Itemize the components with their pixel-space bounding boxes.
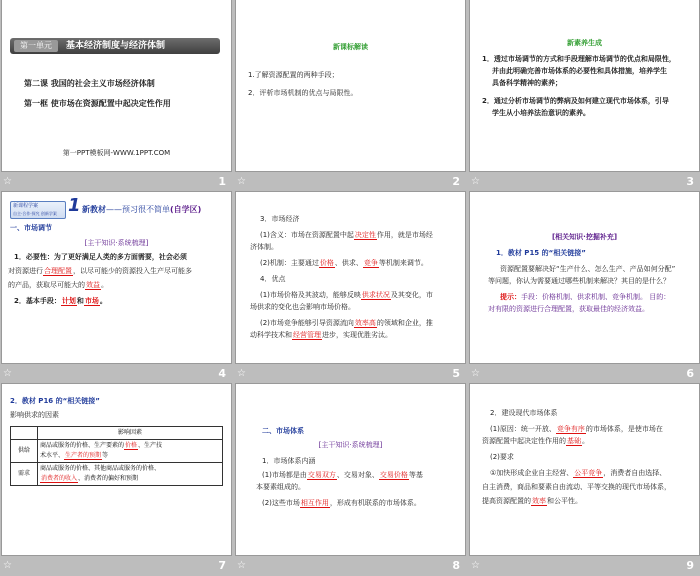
paragraph-line: 学生从小培养法治意识的素养。 xyxy=(492,109,590,117)
slide-thumbnail-5[interactable] xyxy=(234,192,466,384)
slide-thumbnail-2[interactable] xyxy=(234,0,466,192)
slide-footer xyxy=(0,364,232,384)
list-item: 2．评析市场机制的优点与局限性。 xyxy=(248,89,358,97)
answer-blank: 计划 xyxy=(61,297,76,305)
slide-footer xyxy=(468,556,700,576)
text-line: 1．必要性：为了更好满足人类的多方面需要，社会必须 xyxy=(14,253,187,261)
text-line: 场供求的变化也会影响市场价格。 xyxy=(250,303,355,311)
slide-number: 8 xyxy=(452,559,460,572)
text-line: 4．优点 xyxy=(260,275,286,283)
text-line: (2)这些市场相互作用，形成有机联系的市场体系。 xyxy=(262,499,421,507)
star-icon[interactable]: ☆ xyxy=(3,176,12,187)
star-icon[interactable]: ☆ xyxy=(237,176,246,187)
answer-blank: 公平竞争 xyxy=(574,469,603,477)
slide-footer xyxy=(0,172,232,192)
hint-label: 提示： xyxy=(500,293,521,301)
text-line: 资源配置中起决定性作用的基础。 xyxy=(482,437,589,445)
text-line: 本要素组成的。 xyxy=(256,483,305,491)
slide-thumbnail-1[interactable] xyxy=(0,0,232,192)
text-line: (2)机制：主要通过价格、供求、竞争等机制来调节。 xyxy=(260,259,428,267)
slide-number: 4 xyxy=(218,367,226,380)
title-main: 新教材 xyxy=(82,205,106,214)
answer-blank: 供求状况 xyxy=(361,291,390,299)
answer-blank: 效率高 xyxy=(354,319,376,327)
answer-blank: 经营管理 xyxy=(293,331,321,339)
text-line: (1)含义：市场在资源配置中起决定性作用，就是市场经 xyxy=(260,231,433,239)
star-icon[interactable]: ☆ xyxy=(237,560,246,571)
table-header: 影响因素 xyxy=(38,427,223,440)
course-badge xyxy=(10,201,66,219)
section-title xyxy=(82,204,201,215)
text-line: 2．基本手段：计划和市场。 xyxy=(14,297,107,305)
slide-1[interactable] xyxy=(2,0,231,171)
row-label: 需求 xyxy=(11,463,38,486)
star-icon[interactable]: ☆ xyxy=(471,560,480,571)
slide-footer xyxy=(234,172,466,192)
knowledge-banner: [主干知识·系统梳理] xyxy=(84,239,149,247)
text-line: 1．教材 P15 的“相关链接” xyxy=(496,249,586,257)
slide-heading: 2．教材 P16 的“相关链接” xyxy=(10,397,100,405)
paragraph-line: 1．透过市场调节的方式和手段理解市场调节的优点和局限性， xyxy=(482,55,676,63)
frame-title: 第一框 使市场在资源配置中起决定性作用 xyxy=(24,99,171,108)
slide-9[interactable] xyxy=(470,384,699,555)
title-tag: (自学区) xyxy=(170,205,202,214)
text-line: 自主消费，商品和要素自由流动、平等交换的现代市场体系， xyxy=(482,483,671,491)
table-cell: 商品或服务的价格、其他商品或服务的价格、 消费者的收入、消费者的偏好和预期 xyxy=(38,463,223,486)
slide-thumbnail-9[interactable] xyxy=(468,384,700,576)
slide-6[interactable] xyxy=(470,192,699,363)
unit-banner xyxy=(10,38,220,54)
answer-blank: 决定性 xyxy=(354,231,376,239)
slide-7[interactable] xyxy=(2,384,231,555)
answer-blank: 价格 xyxy=(319,259,334,267)
text-line: ①加快形成企业自主经营、公平竞争，消费者自由选择、 xyxy=(490,469,667,477)
lesson-title: 第二课 我国的社会主义市场经济体制 xyxy=(24,79,155,88)
list-item: 1.了解资源配置的两种手段； xyxy=(248,71,339,79)
star-icon[interactable]: ☆ xyxy=(471,368,480,379)
slide-number: 7 xyxy=(218,559,226,572)
text-line: 3．市场经济 xyxy=(260,215,300,223)
answer-blank: 效率 xyxy=(532,497,546,505)
text-line: 济体制。 xyxy=(250,243,278,251)
text-line: 提高资源配置的效率和公平性。 xyxy=(482,497,582,505)
slide-number: 3 xyxy=(686,175,694,188)
slide-number: 9 xyxy=(686,559,694,572)
knowledge-banner: [相关知识·挖掘补充] xyxy=(551,233,618,241)
table-cell: 商品或服务的价格、生产要素的价格、生产技 术水平、生产者的预期等 xyxy=(38,440,223,463)
slide-5[interactable] xyxy=(236,192,465,363)
answer-blank: 交易价格 xyxy=(379,471,408,479)
slide-thumbnail-8[interactable] xyxy=(234,384,466,576)
answer-blank: 交易双方 xyxy=(307,471,336,479)
text-line: 对有限的资源进行合理配置，获取最佳的经济效益。 xyxy=(488,305,649,313)
slide-heading: 新素养生成 xyxy=(567,39,602,47)
text-line: 提示：手段：价格机制、供求机制、竞争机制。 目的： xyxy=(500,293,671,301)
text-line: (2)市场竞争能够引导资源流向效率高的领域和企业，推 xyxy=(260,319,433,327)
text-line: (1)市场都是由交易双方、交易对象、交易价格等基 xyxy=(262,471,423,479)
answer-blank: 效益 xyxy=(86,281,100,289)
slide-4[interactable] xyxy=(2,192,231,363)
answer-blank: 相互作用 xyxy=(300,499,329,507)
text-line: (1)市场价格及其波动，能够反映供求状况及其变化，市 xyxy=(260,291,433,299)
text-line: 动科学技术和经营管理进步，实现优胜劣汰。 xyxy=(250,331,392,339)
text-line: 资源配置要解决好“生产什么、怎么生产、产品如何分配” xyxy=(500,265,676,273)
text-line: 等问题，你认为需要通过哪些机制来解决？其目的是什么？ xyxy=(488,277,670,285)
badge-title: 新课程学案 xyxy=(13,203,39,209)
star-icon[interactable]: ☆ xyxy=(471,176,480,187)
slide-thumbnail-3[interactable] xyxy=(468,0,700,192)
slide-number: 2 xyxy=(452,175,460,188)
slide-number: 1 xyxy=(218,175,226,188)
section-heading: 一、市场调节 xyxy=(10,224,52,232)
slide-footer xyxy=(234,556,466,576)
answer-blank: 竞争 xyxy=(363,259,378,267)
slide-footer xyxy=(234,364,466,384)
watermark-text: 第一PPT模板网-WWW.1PPT.COM xyxy=(62,149,171,157)
answer-blank: 竞争有序 xyxy=(556,425,585,433)
unit-title: 基本经济制度与经济体制 xyxy=(66,41,166,51)
slide-number: 6 xyxy=(686,367,694,380)
table-caption: 影响供求的因素 xyxy=(10,411,59,419)
answer-blank: 合理配置 xyxy=(44,267,72,275)
text-line: 2．建设现代市场体系 xyxy=(490,409,558,417)
answer-blank: 消费者的收入 xyxy=(41,475,78,482)
slide-footer xyxy=(468,172,700,192)
star-icon[interactable]: ☆ xyxy=(237,368,246,379)
table-row xyxy=(11,463,223,486)
slide-thumbnail-4[interactable] xyxy=(0,192,232,384)
paragraph-line: 具备科学精神的素养； xyxy=(492,79,562,87)
section-heading: 二、市场体系 xyxy=(262,427,304,435)
answer-blank: 生产者的预期 xyxy=(65,452,102,459)
table-row xyxy=(11,440,223,463)
star-icon[interactable]: ☆ xyxy=(3,368,12,379)
slide-2[interactable] xyxy=(236,0,465,171)
text-line: (2)要求 xyxy=(490,453,514,461)
paragraph-line: 并由此明确完善市场体系的必要性和具体措施，培养学生 xyxy=(492,67,667,75)
slide-footer xyxy=(0,556,232,576)
row-label: 供给 xyxy=(11,440,38,463)
slide-thumbnail-6[interactable] xyxy=(468,192,700,384)
text-line: 1．市场体系内涵 xyxy=(262,457,316,465)
answer-blank: 价格 xyxy=(125,442,138,449)
factors-table xyxy=(10,426,223,486)
table-row xyxy=(11,427,223,440)
text-line: 对资源进行合理配置，以尽可能少的资源投入生产尽可能多 xyxy=(8,267,192,275)
unit-label: 第一单元 xyxy=(14,40,58,52)
paragraph-line: 2．通过分析市场调节的弊病及如何建立现代市场体系，引导 xyxy=(482,97,669,105)
slide-thumbnail-7[interactable] xyxy=(0,384,232,576)
text-line: (1)原因：统一开放、竞争有序的市场体系，是使市场在 xyxy=(490,425,663,433)
title-tail: ——预习很不简单 xyxy=(106,205,170,214)
answer-blank: 市场 xyxy=(84,297,99,305)
slide-3[interactable] xyxy=(470,0,699,171)
section-number: 1 xyxy=(68,195,81,216)
knowledge-banner: [主干知识·系统梳理] xyxy=(318,441,383,449)
slide-number: 5 xyxy=(452,367,460,380)
answer-blank: 基础 xyxy=(567,437,581,445)
slide-8[interactable] xyxy=(236,384,465,555)
star-icon[interactable]: ☆ xyxy=(3,560,12,571)
badge-subtitle: 自主·合作·探究 创新学案 xyxy=(13,211,57,216)
slide-heading: 新课标解读 xyxy=(333,43,368,51)
slide-footer xyxy=(468,364,700,384)
text-line: 的产品，获取尽可能大的效益。 xyxy=(8,281,108,289)
